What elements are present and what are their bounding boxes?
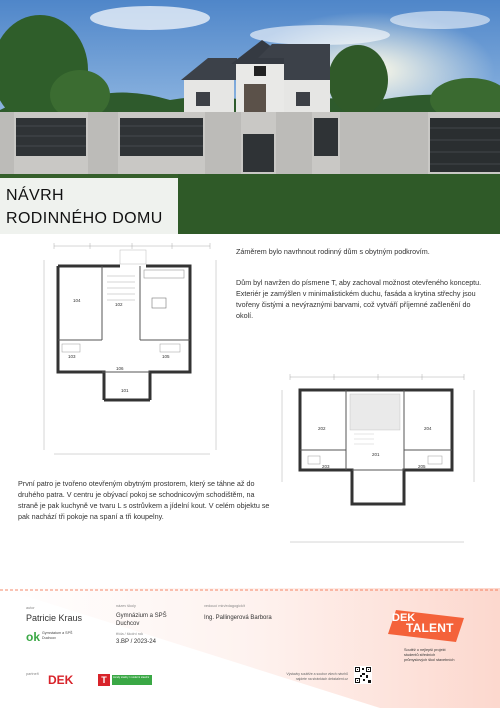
partner-dek-logo: DEK	[48, 673, 74, 687]
room-204-label: 204	[424, 426, 432, 431]
contest-tagline: Soutěž o nejlepší projekt studentů středních průmyslových škol stavebních	[404, 648, 455, 662]
page-title-line2: RODINNÉHO DOMU	[6, 210, 163, 227]
partner-trendy-text: trendy stavby / moderní stavění	[112, 675, 152, 685]
room-201-label: 201	[372, 452, 380, 457]
room-202-label: 202	[318, 426, 326, 431]
author-label: autor	[26, 606, 35, 610]
qr-caption: Výstavky soutěže a soubor všech návrhů najdete na stránkách dekstalent.cz	[286, 672, 348, 681]
school-logo	[26, 630, 96, 644]
room-104-label: 104	[73, 298, 81, 303]
class-label: třída / školní rok	[116, 632, 144, 636]
hero-render	[0, 0, 500, 234]
room-205-label: 205	[418, 464, 426, 469]
author-name: Patricie Kraus	[26, 613, 83, 623]
floor-plan-attic	[278, 372, 480, 550]
school-logo-mark: ok	[26, 630, 41, 644]
supervisor-label: vedoucí min/edagogick/t	[204, 604, 245, 608]
brand-dek: DEK	[392, 612, 416, 624]
footer	[0, 588, 500, 708]
first-floor-text: První patro je tvořeno otevřeným obytným prostorem, který se táhne až do druhého patra. V centru je obývací pokoj se schodnicovým schodištěm, na straně je pak kuchyně ve tvaru L s ostrůvkem a jídelní kout. V celém objektu se pak nachází tři pokoje na spaní a tři koupelny.	[18, 479, 270, 521]
school-logo-text: Gymnázium a SPŠ Duchcov	[42, 631, 73, 640]
brand-talent: TALENT	[406, 621, 454, 635]
title-box	[0, 178, 178, 234]
room-101-label: 101	[121, 388, 129, 393]
room-106-label: 106	[116, 366, 124, 371]
qr-code-icon[interactable]	[354, 666, 372, 684]
school-name: Gymnázium a SPŠ Duchcov	[116, 613, 167, 627]
class-year: 3.BP / 2023-24	[116, 639, 156, 645]
room-103-label: 103	[68, 354, 76, 359]
room-203-label: 203	[322, 464, 330, 469]
school-label: název školy	[116, 604, 136, 608]
floor-plan-ground	[40, 240, 220, 462]
room-102-label: 102	[115, 302, 123, 307]
dek-talent-logo	[386, 608, 474, 644]
room-105-label: 105	[162, 354, 170, 359]
concept-text: Dům byl navržen do písmene T, aby zachoval možnost otevřeného konceptu. Exteriér je zamýšlen v minimalistickém duchu, fasáda a krytina střechy jsou tvořeny čistými a nevýraznými barvami, což vytváří příjemné začlenění do okolí.	[236, 278, 482, 320]
partners-label: partneři	[26, 672, 39, 676]
partner-trendy-logo	[98, 674, 152, 686]
supervisor-name: Ing. Pallingerová Barbora	[204, 615, 272, 621]
page-title-line1: NÁVRH	[6, 187, 65, 204]
partner-trendy-icon: T	[98, 674, 110, 686]
intro-text: Záměrem bylo navrhnout rodinný dům s obytným podkrovím.	[236, 247, 430, 256]
